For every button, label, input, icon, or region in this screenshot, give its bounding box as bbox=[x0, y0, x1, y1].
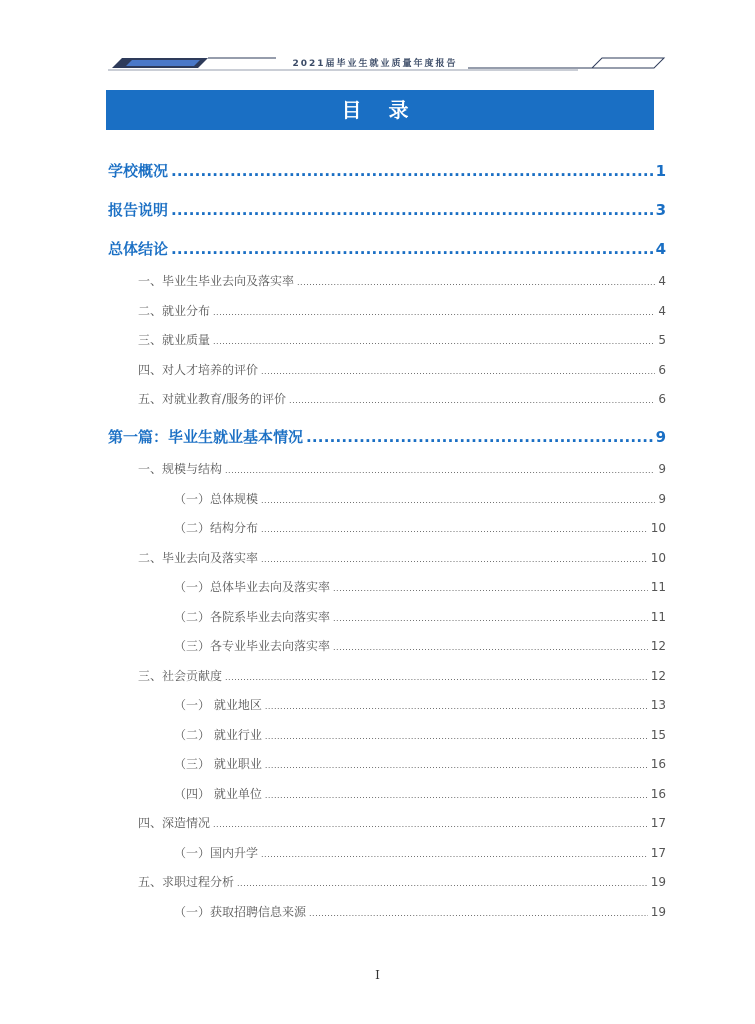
toc-entry-label: 三、社会贡献度 bbox=[138, 669, 223, 683]
toc-entry-label: 一、规模与结构 bbox=[138, 462, 223, 476]
toc-entry[interactable] bbox=[138, 873, 666, 890]
toc-entry-label: 第一篇：毕业生就业基本情况 bbox=[108, 428, 304, 446]
toc-entry[interactable] bbox=[138, 549, 666, 566]
toc-entry-page: 12 bbox=[650, 669, 666, 683]
toc-entry-label: 二、就业分布 bbox=[138, 304, 211, 318]
toc-leader-dots bbox=[261, 496, 655, 505]
toc-leader-dots bbox=[309, 909, 648, 918]
toc-entry-page: 1 bbox=[655, 162, 666, 180]
toc-entry[interactable] bbox=[174, 578, 666, 595]
toc-entry-page: 10 bbox=[650, 521, 666, 535]
toc-entry-label: 二、毕业去向及落实率 bbox=[138, 551, 259, 565]
toc-leader-dots bbox=[306, 428, 653, 446]
toc-leader-dots bbox=[289, 396, 655, 405]
toc-entry-page: 9 bbox=[655, 428, 666, 446]
toc-leader-dots bbox=[333, 614, 648, 623]
toc-entry-label: （二） 就业行业 bbox=[174, 728, 262, 742]
toc-leader-dots bbox=[213, 337, 655, 346]
toc-leader-dots bbox=[171, 201, 653, 219]
toc-entry[interactable] bbox=[108, 199, 666, 220]
toc-entry-label: （一）获取招聘信息来源 bbox=[174, 905, 307, 919]
toc-entry[interactable] bbox=[138, 331, 666, 348]
toc-leader-dots bbox=[171, 240, 653, 258]
toc-entry-page: 11 bbox=[650, 610, 666, 624]
report-header-title: 2021届毕业生就业质量年度报告 bbox=[292, 59, 458, 69]
toc-entry-page: 4 bbox=[655, 240, 666, 258]
toc-entry-label: 总体结论 bbox=[108, 240, 169, 258]
toc-entry[interactable] bbox=[174, 608, 666, 625]
toc-entry-label: 报告说明 bbox=[108, 201, 169, 219]
toc-entry[interactable] bbox=[138, 272, 666, 289]
toc-entry-page: 4 bbox=[658, 274, 666, 288]
toc-entry-page: 15 bbox=[650, 728, 666, 742]
toc-entry-page: 5 bbox=[658, 333, 666, 347]
toc-entry-label: 五、对就业教育/服务的评价 bbox=[138, 392, 287, 406]
toc-entry-page: 16 bbox=[650, 757, 666, 771]
toc-entry-page: 6 bbox=[658, 363, 666, 377]
toc-leader-dots bbox=[171, 162, 653, 180]
toc-leader-dots bbox=[237, 879, 648, 888]
page-number: I bbox=[375, 968, 380, 982]
toc-entry[interactable] bbox=[174, 519, 666, 536]
toc-entry[interactable] bbox=[174, 755, 666, 772]
toc-entry-label: 学校概况 bbox=[108, 162, 169, 180]
toc-entry-page: 19 bbox=[650, 875, 666, 889]
toc-leader-dots bbox=[265, 702, 648, 711]
toc-leader-dots bbox=[261, 555, 648, 564]
toc-entry[interactable] bbox=[174, 726, 666, 743]
toc-entry-label: （一） 就业地区 bbox=[174, 698, 262, 712]
toc-entry-page: 9 bbox=[658, 492, 666, 506]
toc-entry-label: 四、深造情况 bbox=[138, 816, 211, 830]
toc-entry-page: 10 bbox=[650, 551, 666, 565]
toc-entry-label: （一）国内升学 bbox=[174, 846, 259, 860]
toc-entry-label: 四、对人才培养的评价 bbox=[138, 363, 259, 377]
toc-leader-dots bbox=[261, 367, 655, 376]
toc-entry-page: 17 bbox=[650, 846, 666, 860]
toc-leader-dots bbox=[213, 820, 648, 829]
toc-entry[interactable] bbox=[108, 238, 666, 259]
toc-entry-label: （二）结构分布 bbox=[174, 521, 259, 535]
toc-entry-page: 9 bbox=[658, 462, 666, 476]
toc-leader-dots bbox=[265, 761, 648, 770]
toc-entry[interactable] bbox=[174, 844, 666, 861]
toc-entry-page: 6 bbox=[658, 392, 666, 406]
toc-entry[interactable] bbox=[174, 785, 666, 802]
toc-entry-label: （四） 就业单位 bbox=[174, 787, 262, 801]
toc-leader-dots bbox=[213, 308, 655, 317]
toc-entry-page: 16 bbox=[650, 787, 666, 801]
toc-entry-label: （一）总体规模 bbox=[174, 492, 259, 506]
toc-entry-label: 三、就业质量 bbox=[138, 333, 211, 347]
toc-entry-label: （三） 就业职业 bbox=[174, 757, 262, 771]
toc-entry-page: 3 bbox=[655, 201, 666, 219]
toc-leader-dots bbox=[297, 278, 655, 287]
toc-entry-page: 19 bbox=[650, 905, 666, 919]
toc-entry[interactable] bbox=[138, 814, 666, 831]
toc-entry-label: （三）各专业毕业去向落实率 bbox=[174, 639, 331, 653]
toc-entry[interactable] bbox=[108, 160, 666, 181]
toc-entry-page: 17 bbox=[650, 816, 666, 830]
toc-entry-page: 4 bbox=[658, 304, 666, 318]
toc-entry[interactable] bbox=[138, 361, 666, 378]
toc-leader-dots bbox=[225, 466, 655, 475]
toc-leader-dots bbox=[333, 584, 648, 593]
toc-entry[interactable] bbox=[138, 302, 666, 319]
toc-leader-dots bbox=[225, 673, 648, 682]
toc-entry-label: 一、毕业生毕业去向及落实率 bbox=[138, 274, 295, 288]
toc-leader-dots bbox=[265, 791, 648, 800]
toc-entry[interactable] bbox=[174, 903, 666, 920]
toc-entry-page: 11 bbox=[650, 580, 666, 594]
toc-entry[interactable] bbox=[108, 426, 666, 447]
toc-entry[interactable] bbox=[174, 696, 666, 713]
toc-entry[interactable] bbox=[138, 460, 666, 477]
toc-entry[interactable] bbox=[138, 667, 666, 684]
toc-entry-label: （一）总体毕业去向及落实率 bbox=[174, 580, 331, 594]
toc-entry-label: 五、求职过程分析 bbox=[138, 875, 235, 889]
toc-leader-dots bbox=[261, 525, 648, 534]
toc-entry[interactable] bbox=[174, 637, 666, 654]
toc-leader-dots bbox=[261, 850, 648, 859]
contents-title: 目 录 bbox=[106, 90, 654, 130]
toc-entry[interactable] bbox=[174, 490, 666, 507]
toc-entry[interactable] bbox=[138, 390, 666, 407]
toc-entry-page: 12 bbox=[650, 639, 666, 653]
toc-leader-dots bbox=[265, 732, 648, 741]
toc-entry-label: （二）各院系毕业去向落实率 bbox=[174, 610, 331, 624]
toc-entry-page: 13 bbox=[650, 698, 666, 712]
toc-leader-dots bbox=[333, 643, 648, 652]
